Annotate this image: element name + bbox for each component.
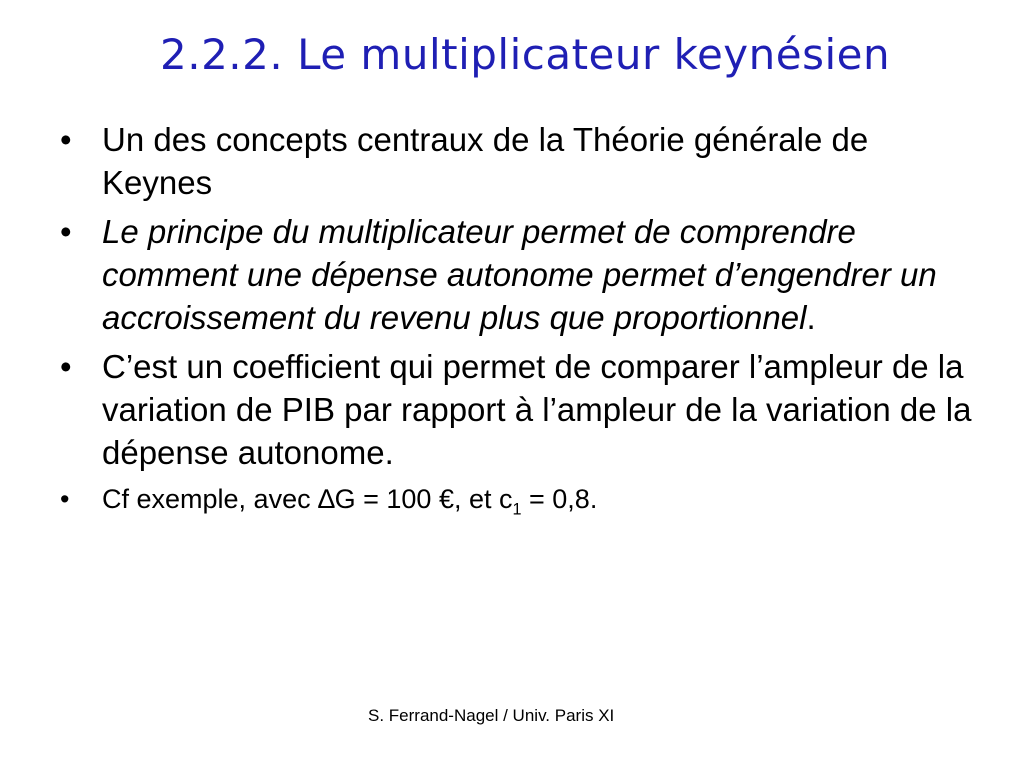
bullet-text: C’est un coefficient qui permet de comparer l’ampleur de la variation de PIB par rapport à l’ampleur de la variation de la dépense autonome.: [102, 348, 972, 471]
bullet-item: [60, 480, 980, 528]
delta-symbol: ∆: [318, 484, 335, 514]
bullet-text-period: .: [806, 299, 816, 336]
bullet-marker: •: [60, 348, 72, 385]
bullet-marker: •: [60, 213, 72, 250]
slide-title: 2.2.2. Le multiplicateur keynésien: [160, 30, 891, 79]
bullet-marker: •: [60, 121, 72, 158]
slide-footer: S. Ferrand-Nagel / Univ. Paris XI: [368, 706, 615, 725]
subscript-index: 1: [512, 500, 522, 519]
bullet-marker: •: [60, 484, 70, 514]
bullet-item: [60, 118, 980, 204]
bullet-item: [60, 345, 980, 474]
bullet-text-italic: Le principe du multiplicateur permet de comprendre comment une dépense autonome permet d’engendrer un accroissement du revenu plus que proportionnel: [102, 213, 937, 336]
bullet-list: [60, 118, 980, 534]
bullet-text: Un des concepts centraux de la Théorie générale de Keynes: [102, 121, 869, 201]
bullet-item: [60, 210, 980, 339]
example-middle: G = 100 €, et c: [334, 484, 513, 514]
example-prefix: Cf exemple, avec: [102, 484, 319, 514]
example-suffix: = 0,8.: [521, 484, 598, 514]
